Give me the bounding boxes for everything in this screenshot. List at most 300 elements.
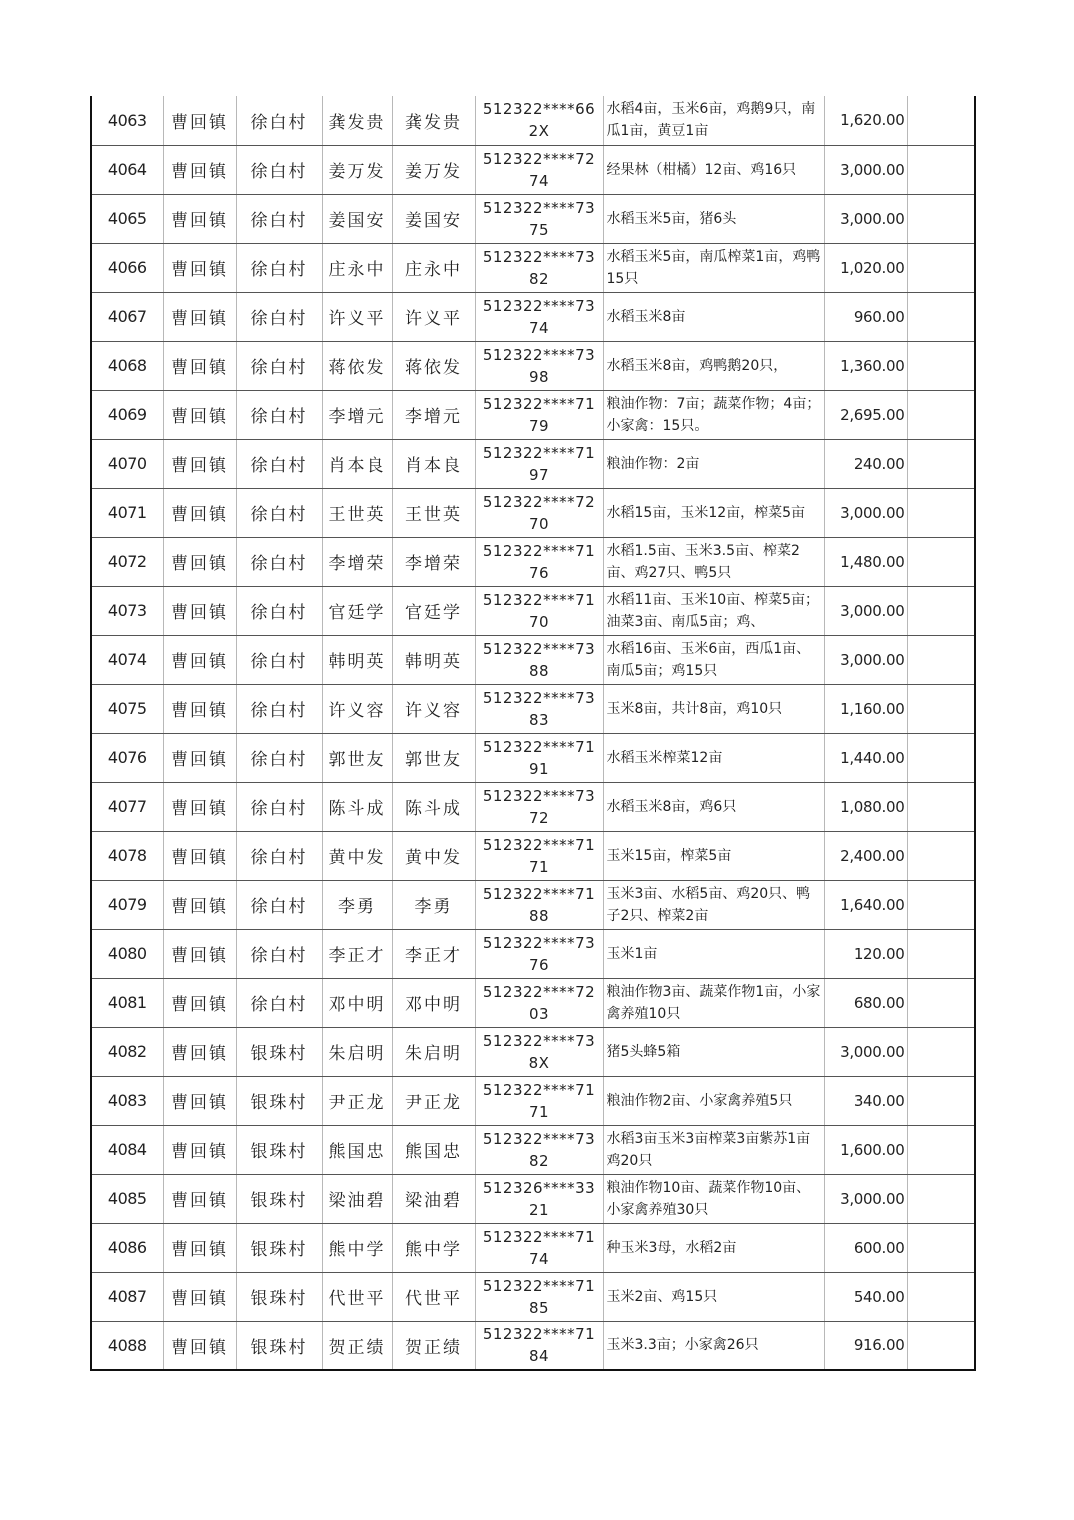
payee-name: 庄永中 <box>405 260 462 280</box>
payee-name-cell <box>392 243 475 292</box>
town-name: 曹回镇 <box>171 309 228 329</box>
row-number-cell <box>91 635 163 684</box>
village-name: 银珠村 <box>250 1093 308 1113</box>
row-number: 4074 <box>107 650 147 669</box>
production-description: 水稻玉米5亩，南瓜榨菜1亩，鸡鸭15只 <box>606 248 821 287</box>
payee-name: 陈斗成 <box>405 799 462 819</box>
id-number: 512322****7383 <box>482 688 596 729</box>
table-row <box>91 1125 975 1174</box>
payee-name: 邓中明 <box>405 995 462 1015</box>
payee-name-cell <box>392 1223 475 1272</box>
village-cell <box>236 1223 322 1272</box>
id-number: 512322****7171 <box>482 835 596 876</box>
payee-name-cell <box>392 439 475 488</box>
village-name: 徐白村 <box>250 750 308 770</box>
id-number-cell <box>475 1027 603 1076</box>
town-cell <box>163 194 236 243</box>
id-number-cell <box>475 439 603 488</box>
production-description: 玉米15亩，榨菜5亩 <box>606 847 732 864</box>
row-number: 4088 <box>107 1335 147 1355</box>
id-number: 512322****7388 <box>482 639 596 680</box>
subsidy-amount: 3,000.00 <box>840 650 905 669</box>
row-number: 4070 <box>107 454 147 473</box>
id-number: 512322****7185 <box>482 1276 596 1317</box>
row-number-cell <box>91 96 163 145</box>
town-cell <box>163 390 236 439</box>
id-number: 512322****7382 <box>482 247 596 288</box>
village-cell <box>236 341 322 390</box>
row-number: 4082 <box>107 1042 147 1061</box>
table-row <box>91 929 975 978</box>
table-row <box>91 145 975 194</box>
amount-cell <box>824 978 907 1027</box>
household-name: 朱启明 <box>328 1044 386 1064</box>
household-name: 王世英 <box>328 505 386 525</box>
table-body <box>91 96 975 1370</box>
id-number: 512322****662X <box>482 100 596 141</box>
row-number: 4085 <box>107 1189 147 1208</box>
household-name-cell <box>322 439 392 488</box>
payee-name-cell <box>392 96 475 145</box>
town-cell <box>163 243 236 292</box>
town-name: 曹回镇 <box>171 799 228 819</box>
id-number-cell <box>475 929 603 978</box>
household-name-cell <box>322 145 392 194</box>
id-number: 512322****7170 <box>482 590 596 631</box>
village-name: 徐白村 <box>250 505 308 525</box>
village-cell <box>236 880 322 929</box>
id-number-cell <box>475 684 603 733</box>
household-name: 姜万发 <box>328 162 386 182</box>
description-cell <box>603 488 824 537</box>
payee-name-cell <box>392 390 475 439</box>
town-name: 曹回镇 <box>171 554 228 574</box>
table-row <box>91 586 975 635</box>
town-name: 曹回镇 <box>171 750 228 770</box>
subsidy-amount: 1,440.00 <box>840 748 905 767</box>
payee-name-cell <box>392 733 475 782</box>
row-number: 4080 <box>107 944 147 963</box>
household-name-cell <box>322 929 392 978</box>
village-name: 徐白村 <box>250 848 308 868</box>
id-number: 512326****3321 <box>482 1178 596 1219</box>
remarks-cell <box>907 1223 975 1272</box>
household-name-cell <box>322 880 392 929</box>
household-name: 邓中明 <box>328 995 386 1015</box>
household-name-cell <box>322 1076 392 1125</box>
production-description: 粮油作物3亩、蔬菜作物1亩，小家禽养殖10只 <box>606 983 821 1022</box>
row-number-cell <box>91 978 163 1027</box>
production-description: 水稻玉米5亩，猪6头 <box>606 210 737 227</box>
village-name: 徐白村 <box>250 309 308 329</box>
row-number-cell <box>91 831 163 880</box>
payee-name: 姜万发 <box>405 162 462 182</box>
town-name: 曹回镇 <box>171 1191 228 1211</box>
payee-name-cell <box>392 782 475 831</box>
row-number-cell <box>91 292 163 341</box>
household-name: 陈斗成 <box>328 799 386 819</box>
town-cell <box>163 1174 236 1223</box>
household-name: 官廷学 <box>328 603 386 623</box>
remarks-cell <box>907 390 975 439</box>
row-number: 4081 <box>107 993 147 1012</box>
production-description: 玉米8亩，共计8亩，鸡10只 <box>606 700 783 717</box>
subsidy-amount: 3,000.00 <box>840 209 905 228</box>
amount-cell <box>824 733 907 782</box>
id-number-cell <box>475 341 603 390</box>
amount-cell <box>824 96 907 145</box>
row-number-cell <box>91 243 163 292</box>
id-number: 512322****7203 <box>482 982 596 1023</box>
amount-cell <box>824 1223 907 1272</box>
amount-cell <box>824 684 907 733</box>
production-description: 水稻玉米榨菜12亩 <box>606 749 723 766</box>
household-name: 蒋依发 <box>328 358 386 378</box>
household-name-cell <box>322 733 392 782</box>
row-number: 4064 <box>107 160 147 179</box>
village-cell <box>236 831 322 880</box>
village-cell <box>236 488 322 537</box>
production-description: 玉米1亩 <box>606 945 658 962</box>
amount-cell <box>824 1321 907 1370</box>
row-number-cell <box>91 1174 163 1223</box>
production-description: 水稻玉米8亩，鸡6只 <box>606 798 737 815</box>
village-name: 徐白村 <box>250 799 308 819</box>
production-description: 水稻15亩，玉米12亩，榨菜5亩 <box>606 504 806 521</box>
subsidy-amount: 916.00 <box>853 1336 905 1355</box>
payee-name: 郭世友 <box>405 750 462 770</box>
row-number-cell <box>91 537 163 586</box>
town-cell <box>163 929 236 978</box>
payee-name-cell <box>392 1076 475 1125</box>
remarks-cell <box>907 292 975 341</box>
production-description: 种玉米3母，水稻2亩 <box>606 1239 737 1256</box>
village-name: 徐白村 <box>250 358 308 378</box>
remarks-cell <box>907 145 975 194</box>
town-cell <box>163 488 236 537</box>
table-row <box>91 782 975 831</box>
production-description: 水稻11亩、玉米10亩、榨菜5亩；油菜3亩、南瓜5亩；鸡、 <box>606 591 820 630</box>
table-row <box>91 488 975 537</box>
id-number-cell <box>475 145 603 194</box>
row-number: 4076 <box>107 748 147 767</box>
village-name: 银珠村 <box>250 1191 308 1211</box>
row-number-cell <box>91 1321 163 1370</box>
payee-name: 姜国安 <box>405 211 462 231</box>
id-number-cell <box>475 1321 603 1370</box>
production-description: 水稻3亩玉米3亩榨菜3亩紫苏1亩鸡20只 <box>606 1130 811 1169</box>
row-number-cell <box>91 439 163 488</box>
payee-name-cell <box>392 1272 475 1321</box>
amount-cell <box>824 586 907 635</box>
household-name: 尹正龙 <box>328 1093 386 1113</box>
table-row <box>91 635 975 684</box>
amount-cell <box>824 929 907 978</box>
row-number-cell <box>91 1076 163 1125</box>
payee-name: 蒋依发 <box>405 358 462 378</box>
subsidy-amount: 3,000.00 <box>840 601 905 620</box>
town-cell <box>163 439 236 488</box>
town-cell <box>163 782 236 831</box>
row-number-cell <box>91 586 163 635</box>
remarks-cell <box>907 586 975 635</box>
town-cell <box>163 684 236 733</box>
row-number: 4063 <box>107 110 147 130</box>
village-cell <box>236 390 322 439</box>
village-name: 银珠村 <box>250 1142 308 1162</box>
town-cell <box>163 341 236 390</box>
payee-name: 贺正绩 <box>405 1337 462 1358</box>
village-cell <box>236 439 322 488</box>
description-cell <box>603 1272 824 1321</box>
village-name: 银珠村 <box>250 1240 308 1260</box>
payee-name: 李增荣 <box>405 554 462 574</box>
amount-cell <box>824 537 907 586</box>
household-name: 贺正绩 <box>328 1337 386 1358</box>
town-name: 曹回镇 <box>171 260 228 280</box>
household-name-cell <box>322 537 392 586</box>
subsidy-amount: 1,020.00 <box>840 258 905 277</box>
row-number-cell <box>91 684 163 733</box>
amount-cell <box>824 1027 907 1076</box>
row-number-cell <box>91 1125 163 1174</box>
subsidy-amount: 3,000.00 <box>840 160 905 179</box>
town-name: 曹回镇 <box>171 1093 228 1113</box>
production-description: 玉米3亩、水稻5亩、鸡20只、鸭子2只、榨菜2亩 <box>606 885 811 924</box>
remarks-cell <box>907 929 975 978</box>
payee-name-cell <box>392 880 475 929</box>
village-name: 徐白村 <box>250 407 308 427</box>
household-name-cell <box>322 586 392 635</box>
amount-cell <box>824 488 907 537</box>
subsidy-amount: 1,360.00 <box>840 356 905 375</box>
description-cell <box>603 96 824 145</box>
id-number: 512322****7191 <box>482 737 596 778</box>
subsidy-amount: 1,600.00 <box>840 1140 905 1159</box>
household-name-cell <box>322 831 392 880</box>
row-number: 4073 <box>107 601 147 620</box>
row-number: 4083 <box>107 1091 147 1110</box>
village-cell <box>236 96 322 145</box>
remarks-cell <box>907 978 975 1027</box>
table-row <box>91 439 975 488</box>
row-number: 4071 <box>107 503 147 522</box>
description-cell <box>603 831 824 880</box>
household-name: 李正才 <box>328 946 386 966</box>
town-cell <box>163 733 236 782</box>
payee-name: 李勇 <box>414 897 453 917</box>
subsidy-amount: 1,480.00 <box>840 552 905 571</box>
household-name: 韩明英 <box>328 652 386 672</box>
row-number: 4086 <box>107 1238 147 1257</box>
table-row <box>91 1027 975 1076</box>
subsidy-amount: 1,640.00 <box>840 895 905 914</box>
town-cell <box>163 586 236 635</box>
table-row <box>91 978 975 1027</box>
row-number-cell <box>91 782 163 831</box>
remarks-cell <box>907 782 975 831</box>
row-number-cell <box>91 194 163 243</box>
town-name: 曹回镇 <box>171 995 228 1015</box>
amount-cell <box>824 194 907 243</box>
id-number: 512322****7372 <box>482 786 596 827</box>
table-row <box>91 390 975 439</box>
remarks-cell <box>907 831 975 880</box>
town-name: 曹回镇 <box>171 848 228 868</box>
town-cell <box>163 145 236 194</box>
village-name: 徐白村 <box>250 897 308 917</box>
remarks-cell <box>907 1272 975 1321</box>
household-name-cell <box>322 684 392 733</box>
amount-cell <box>824 439 907 488</box>
row-number: 4066 <box>107 258 147 277</box>
payee-name: 许义平 <box>405 309 462 329</box>
household-name: 李增元 <box>328 407 386 427</box>
amount-cell <box>824 635 907 684</box>
household-name: 李勇 <box>338 897 376 917</box>
subsidy-amount: 3,000.00 <box>840 1189 905 1208</box>
amount-cell <box>824 243 907 292</box>
household-name: 李增荣 <box>328 554 386 574</box>
payee-name-cell <box>392 537 475 586</box>
production-description: 经果林（柑橘）12亩、鸡16只 <box>606 161 797 178</box>
payee-name: 熊国忠 <box>405 1142 462 1162</box>
amount-cell <box>824 390 907 439</box>
production-description: 玉米2亩、鸡15只 <box>606 1288 718 1305</box>
remarks-cell <box>907 684 975 733</box>
town-name: 曹回镇 <box>171 162 228 182</box>
id-number-cell <box>475 1125 603 1174</box>
payee-name-cell <box>392 1125 475 1174</box>
id-number-cell <box>475 831 603 880</box>
payee-name: 官廷学 <box>405 603 462 623</box>
table-row <box>91 194 975 243</box>
household-name: 许义容 <box>328 701 386 721</box>
payee-name-cell <box>392 488 475 537</box>
payee-name-cell <box>392 145 475 194</box>
id-number-cell <box>475 978 603 1027</box>
village-name: 银珠村 <box>250 1044 308 1064</box>
town-name: 曹回镇 <box>171 358 228 378</box>
row-number-cell <box>91 1223 163 1272</box>
id-number-cell <box>475 635 603 684</box>
household-name: 黄中发 <box>328 848 386 868</box>
subsidy-amount: 120.00 <box>853 944 905 963</box>
amount-cell <box>824 145 907 194</box>
production-description: 水稻玉米8亩 <box>606 308 686 325</box>
remarks-cell <box>907 439 975 488</box>
household-name: 代世平 <box>328 1289 386 1309</box>
row-number: 4068 <box>107 356 147 375</box>
payee-name: 熊中学 <box>405 1240 462 1260</box>
town-name: 曹回镇 <box>171 603 228 623</box>
amount-cell <box>824 341 907 390</box>
row-number: 4079 <box>107 895 147 914</box>
village-name: 徐白村 <box>250 995 308 1015</box>
row-number-cell <box>91 880 163 929</box>
subsidy-amount: 2,400.00 <box>840 846 905 865</box>
description-cell <box>603 1076 824 1125</box>
subsidy-amount: 3,000.00 <box>840 503 905 522</box>
id-number: 512322****738X <box>482 1031 596 1072</box>
village-cell <box>236 1076 322 1125</box>
id-number: 512322****7398 <box>482 345 596 386</box>
amount-cell <box>824 292 907 341</box>
id-number: 512322****7171 <box>482 1080 596 1121</box>
remarks-cell <box>907 1076 975 1125</box>
production-description: 粮油作物：2亩 <box>606 455 700 472</box>
town-cell <box>163 978 236 1027</box>
id-number-cell <box>475 537 603 586</box>
household-name-cell <box>322 96 392 145</box>
production-description: 水稻1.5亩、玉米3.5亩、榨菜2亩、鸡27只、鸭5只 <box>606 542 800 581</box>
village-name: 徐白村 <box>250 701 308 721</box>
amount-cell <box>824 880 907 929</box>
household-name: 庄永中 <box>328 260 386 280</box>
row-number-cell <box>91 733 163 782</box>
id-number-cell <box>475 390 603 439</box>
payee-name-cell <box>392 929 475 978</box>
description-cell <box>603 1125 824 1174</box>
row-number: 4087 <box>107 1287 147 1306</box>
id-number: 512322****7376 <box>482 933 596 974</box>
id-number: 512322****7188 <box>482 884 596 925</box>
description-cell <box>603 243 824 292</box>
payee-name-cell <box>392 684 475 733</box>
household-name-cell <box>322 341 392 390</box>
household-name: 郭世友 <box>328 750 386 770</box>
household-name-cell <box>322 782 392 831</box>
row-number: 4084 <box>107 1140 147 1159</box>
remarks-cell <box>907 243 975 292</box>
town-name: 曹回镇 <box>171 1289 228 1309</box>
table-row <box>91 831 975 880</box>
payee-name: 梁油碧 <box>405 1191 462 1211</box>
id-number-cell <box>475 243 603 292</box>
payee-name: 李增元 <box>405 407 462 427</box>
id-number: 512322****7274 <box>482 149 596 190</box>
description-cell <box>603 684 824 733</box>
town-cell <box>163 96 236 145</box>
description-cell <box>603 929 824 978</box>
id-number-cell <box>475 1272 603 1321</box>
remarks-cell <box>907 1027 975 1076</box>
remarks-cell <box>907 1125 975 1174</box>
row-number-cell <box>91 145 163 194</box>
amount-cell <box>824 1125 907 1174</box>
table-row <box>91 341 975 390</box>
town-cell <box>163 1076 236 1125</box>
table-row <box>91 1272 975 1321</box>
town-name: 曹回镇 <box>171 456 228 476</box>
remarks-cell <box>907 1321 975 1370</box>
id-number: 512322****7179 <box>482 394 596 435</box>
subsidy-amount: 1,620.00 <box>840 111 905 130</box>
village-cell <box>236 243 322 292</box>
household-name-cell <box>322 488 392 537</box>
production-description: 粮油作物2亩、小家禽养殖5只 <box>606 1092 793 1109</box>
household-name-cell <box>322 1174 392 1223</box>
household-name-cell <box>322 194 392 243</box>
household-name-cell <box>322 390 392 439</box>
village-cell <box>236 978 322 1027</box>
id-number: 512322****7176 <box>482 541 596 582</box>
description-cell <box>603 194 824 243</box>
town-name: 曹回镇 <box>171 1044 228 1064</box>
village-cell <box>236 292 322 341</box>
household-name: 许义平 <box>328 309 386 329</box>
town-cell <box>163 537 236 586</box>
